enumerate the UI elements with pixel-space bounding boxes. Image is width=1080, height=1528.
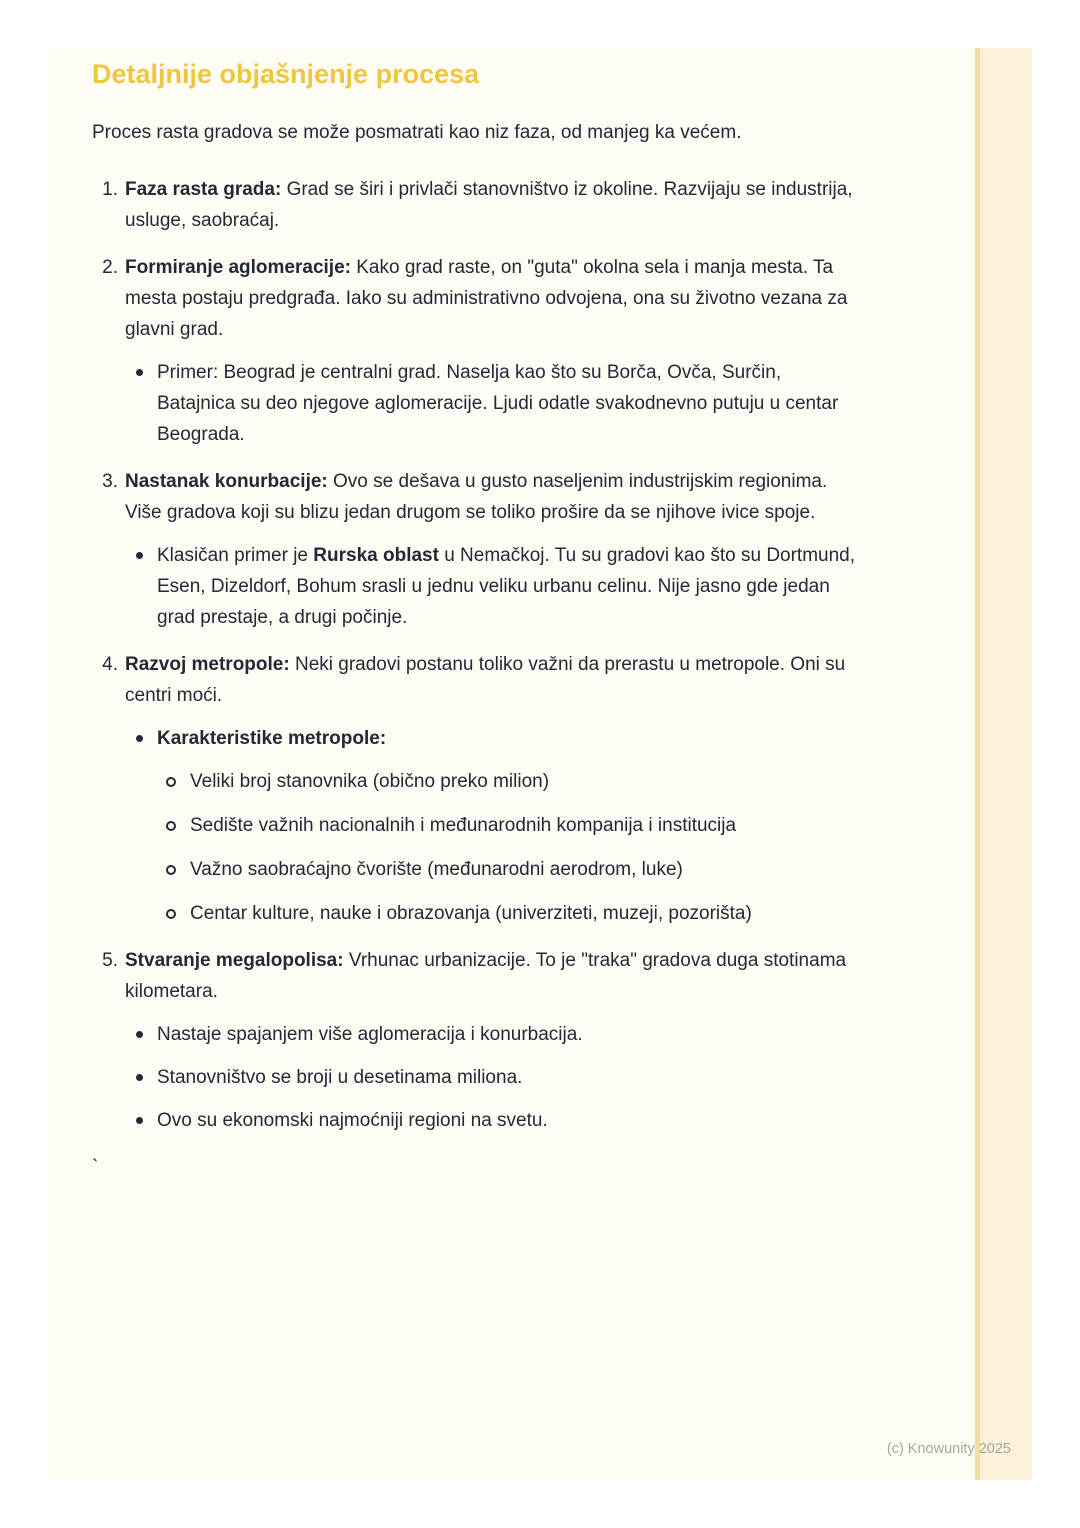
note-content	[92, 59, 862, 1183]
bullet-list	[125, 1019, 862, 1136]
item-lead-bold: Stvaranje megalopolisa:	[125, 950, 344, 971]
right-accent-stripe	[975, 48, 1032, 1480]
bullet-list	[125, 357, 862, 450]
circle-bullet-marker	[166, 821, 176, 831]
list-item	[103, 649, 862, 929]
bullet-list	[125, 540, 862, 633]
item-number: 2.	[102, 257, 118, 278]
item-body-text: Ovo se dešava u gusto naseljenim industrijskim regionima. Više gradova koji su blizu jedan drugom se toliko prošire da se njihove ivice spoje.	[125, 471, 828, 523]
disc-bullet-marker	[136, 1031, 143, 1038]
bullet-plain-text: Klasičan primer je	[157, 545, 314, 566]
item-body-text: Kako grad raste, on "guta" okolna sela i manja mesta. Ta mesta postaju predgrađa. Iako su administrativno odvojena, ona su životno vezana za glavni grad.	[125, 257, 848, 340]
bullet-plain-text: Primer: Beograd je centralni grad. Naselja kao što su Borča, Ovča, Surčin, Batajnica su deo njegove aglomeracije. Ljudi odatle svakodnevno putuju u centar Beograda.	[157, 362, 839, 445]
disc-bullet-marker	[136, 552, 143, 559]
list-item	[103, 945, 862, 1136]
list-item	[103, 174, 862, 236]
circle-bullet-marker	[166, 777, 176, 787]
bullet-plain-text: Ovo su ekonomski najmoćniji regioni na svetu.	[157, 1110, 548, 1131]
list-item	[103, 466, 862, 633]
list-item	[103, 252, 862, 450]
item-number: 1.	[102, 179, 118, 200]
process-steps-list	[92, 174, 862, 1136]
item-lead-bold: Nastanak konurbacije:	[125, 471, 328, 492]
bullet-item	[125, 1019, 862, 1050]
disc-bullet-marker	[136, 369, 143, 376]
item-body-text: Vrhunac urbanizacije. To je "traka" gradova duga stotinama kilometara.	[125, 950, 847, 1002]
item-number: 5.	[102, 950, 118, 971]
sub-bullet-item	[157, 766, 862, 797]
sub-bullet-item	[157, 898, 862, 929]
item-text	[125, 649, 862, 929]
item-text	[125, 466, 862, 633]
bullet-text	[157, 540, 862, 633]
bullet-item	[125, 723, 862, 929]
item-number: 4.	[102, 654, 118, 675]
intro-paragraph: Proces rasta gradova se može posmatrati kao niz faza, od manjeg ka većem.	[92, 122, 742, 143]
bullet-item	[125, 1105, 862, 1136]
item-body-text: Grad se širi i privlači stanovništvo iz okoline. Razvijaju se industrija, usluge, saobraćaj.	[125, 179, 853, 231]
circle-bullet-marker	[166, 909, 176, 919]
item-number: 3.	[102, 471, 118, 492]
sub-bullet-item	[157, 854, 862, 885]
disc-bullet-marker	[136, 1117, 143, 1124]
item-text	[125, 252, 862, 450]
bullet-item	[125, 357, 862, 450]
sub-bullet-text: Sedište važnih nacionalnih i međunarodnih kompanija i institucija	[190, 815, 737, 836]
bullet-bold-text: Karakteristike metropole:	[157, 728, 387, 749]
page-title: Detaljnije objašnjenje procesa	[92, 59, 480, 89]
circle-bullet-marker	[166, 865, 176, 875]
sub-bullet-text: Centar kulture, nauke i obrazovanja (univerziteti, muzeji, pozorišta)	[190, 903, 752, 924]
disc-bullet-marker	[136, 735, 143, 742]
sub-bullet-text: Veliki broj stanovnika (obično preko milion)	[190, 771, 550, 792]
disc-bullet-marker	[136, 1074, 143, 1081]
bullet-plain-text: u Nemačkoj. Tu su gradovi kao što su Dortmund, Esen, Dizeldorf, Bohum srasli u jednu veliku urbanu celinu. Nije jasno gde jedan grad prestaje, a drugi počinje.	[157, 545, 856, 628]
copyright-note: (c) Knowunity 2025	[886, 1441, 1011, 1457]
bullet-list	[125, 723, 862, 929]
item-lead-bold: Formiranje aglomeracije:	[125, 257, 351, 278]
item-text	[125, 945, 862, 1136]
item-lead-bold: Razvoj metropole:	[125, 654, 290, 675]
bullet-text	[157, 357, 862, 450]
item-text	[125, 174, 862, 236]
stray-backtick-mark: `	[92, 1157, 99, 1178]
bullet-item	[125, 1062, 862, 1093]
bullet-text	[157, 1062, 862, 1093]
bullet-plain-text: Nastaje spajanjem više aglomeracija i konurbacija.	[157, 1024, 583, 1045]
bullet-text	[157, 723, 862, 929]
bullet-text	[157, 1019, 862, 1050]
item-lead-bold: Faza rasta grada:	[125, 179, 282, 200]
sub-bullet-item	[157, 810, 862, 841]
note-card	[48, 48, 1032, 1480]
bullet-text	[157, 1105, 862, 1136]
sub-bullet-list	[157, 766, 862, 929]
bullet-plain-text: Stanovništvo se broji u desetinama miliona.	[157, 1067, 523, 1088]
bullet-bold-text: Rurska oblast	[313, 545, 439, 566]
sub-bullet-text: Važno saobraćajno čvorište (međunarodni aerodrom, luke)	[190, 859, 683, 880]
bullet-item	[125, 540, 862, 633]
item-body-text: Neki gradovi postanu toliko važni da prerastu u metropole. Oni su centri moći.	[125, 654, 846, 706]
